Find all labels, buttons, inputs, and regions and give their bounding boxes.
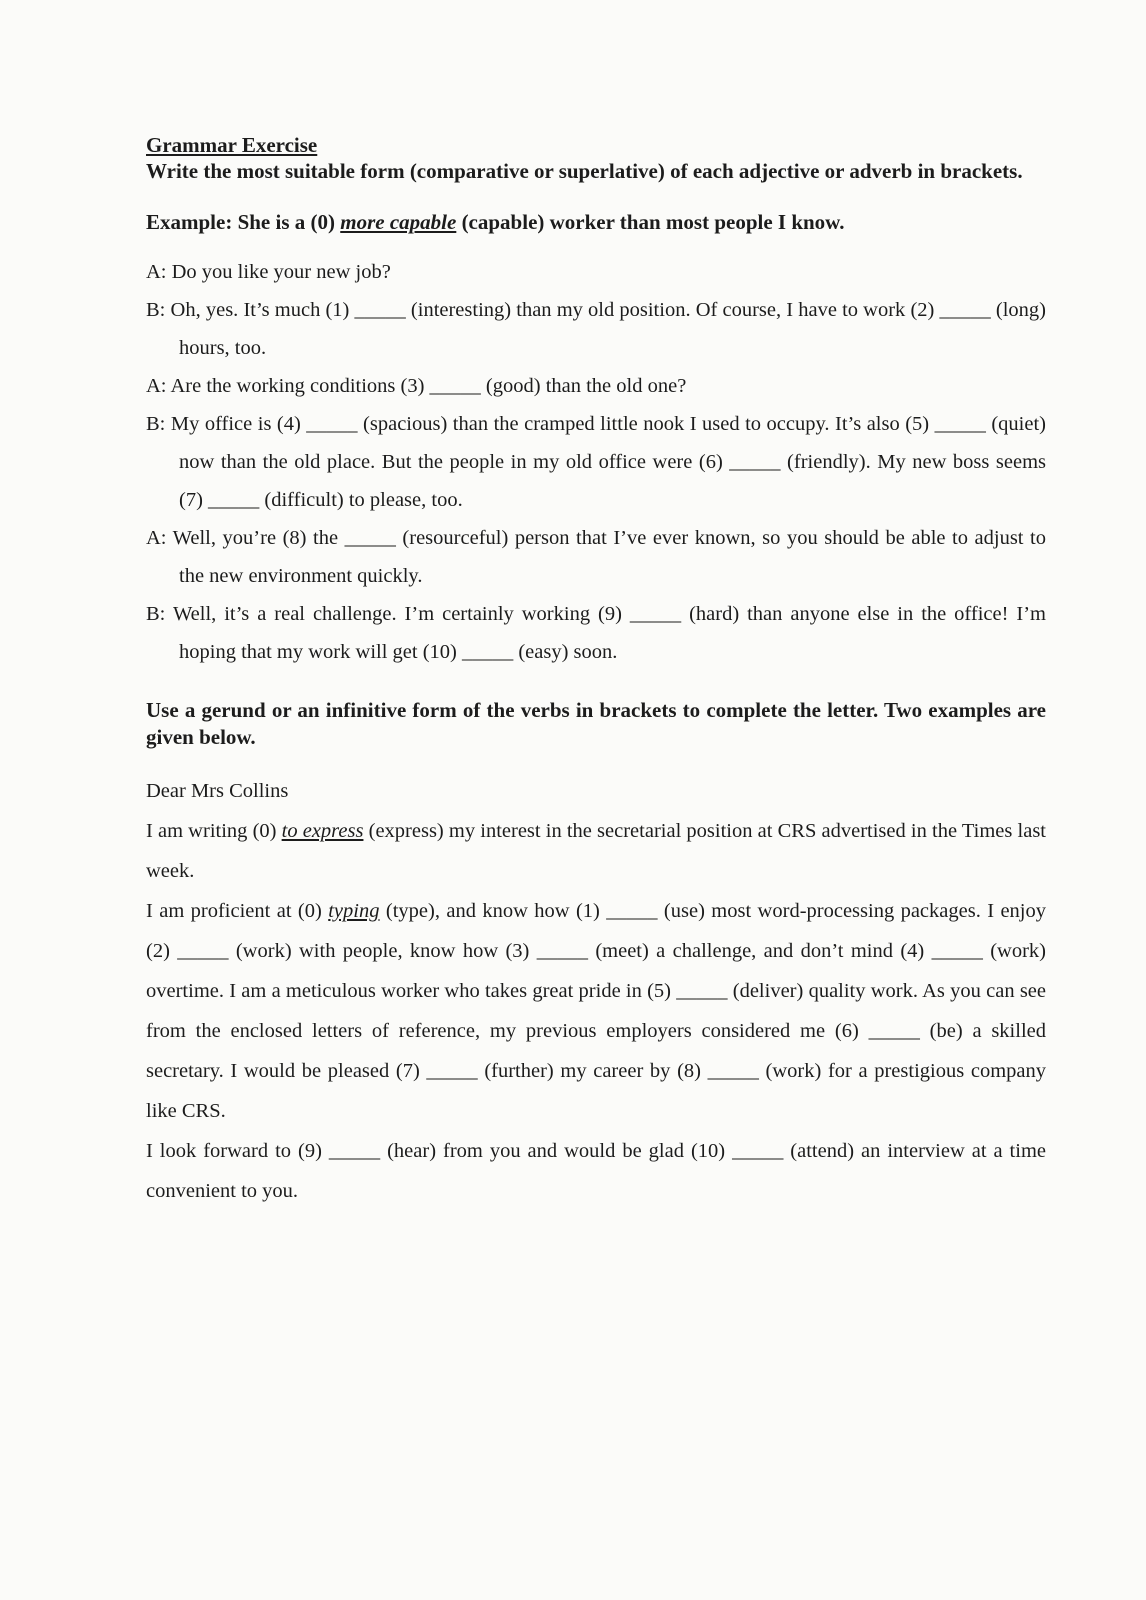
part2	[146, 697, 1046, 1211]
dialog-line: A: Well, you’re (8) the _____ (resourceful) person that I’ve ever known, so you should be able to adjust to the new environment quickly.	[146, 527, 1046, 587]
dialog-line: A: Do you like your new job?	[146, 261, 391, 283]
p2-prefix: I am proficient at (0)	[146, 900, 329, 922]
letter-salutation: Dear Mrs Collins	[146, 780, 289, 802]
worksheet-title: Grammar Exercise	[146, 133, 318, 157]
letter-paragraph-1	[146, 811, 1046, 891]
dialog-line: B: My office is (4) _____ (spacious) than the cramped little nook I used to occupy. It’s also (5) _____ (quiet) now than the old place. But the people in my old office were (6) _____ (friendly). My new boss seems (7) _____ (difficult) to please, too.	[146, 413, 1046, 511]
part1-example	[146, 207, 1046, 237]
example-suffix: (capable) worker than most people I know.	[456, 210, 845, 234]
example-answer: more capable	[340, 210, 457, 234]
part1-instruction: Write the most suitable form (comparative or superlative) of each adjective or adverb in brackets.	[146, 159, 1023, 183]
dialog-line: B: Well, it’s a real challenge. I’m certainly working (9) _____ (hard) than anyone else in the office! I’m hoping that my work will get (10) _____ (easy) soon.	[146, 603, 1046, 663]
dialog-line: B: Oh, yes. It’s much (1) _____ (interesting) than my old position. Of course, I have to work (2) _____ (long) hours, too.	[146, 299, 1046, 359]
dialog	[146, 253, 1046, 671]
p2-answer: typing	[328, 900, 380, 922]
dialog-line: A: Are the working conditions (3) _____ (good) than the old one?	[146, 375, 687, 397]
letter-paragraph-2	[146, 891, 1046, 1131]
p1-answer: to express	[281, 820, 364, 842]
letter	[146, 771, 1046, 1211]
example-prefix: Example: She is a (0)	[146, 210, 341, 234]
part2-instruction: Use a gerund or an infinitive form of the verbs in brackets to complete the letter. Two examples are given below.	[146, 698, 1046, 749]
worksheet	[146, 132, 1046, 1211]
p2-suffix: (type), and know how (1) _____ (use) most word-processing packages. I enjoy (2) _____ (work) with people, know how (3) _____ (meet) a challenge, and don’t mind (4) _____ (work) overtime. I am a meticulous worker who takes great pride in (5) _____ (deliver) quality work. As you can see from the enclosed letters of reference, my previous employers considered me (6) _____ (be) a skilled secretary. I would be pleased (7) _____ (further) my career by (8) _____ (work) for a prestigious company like CRS.	[146, 900, 1046, 1122]
letter-paragraph-3: I look forward to (9) _____ (hear) from you and would be glad (10) _____ (attend) an interview at a time convenient to you.	[146, 1140, 1046, 1202]
p1-prefix: I am writing (0)	[146, 820, 282, 842]
p1-suffix: (express) my interest in the secretarial position at CRS advertised in the Times last week.	[146, 820, 1046, 882]
